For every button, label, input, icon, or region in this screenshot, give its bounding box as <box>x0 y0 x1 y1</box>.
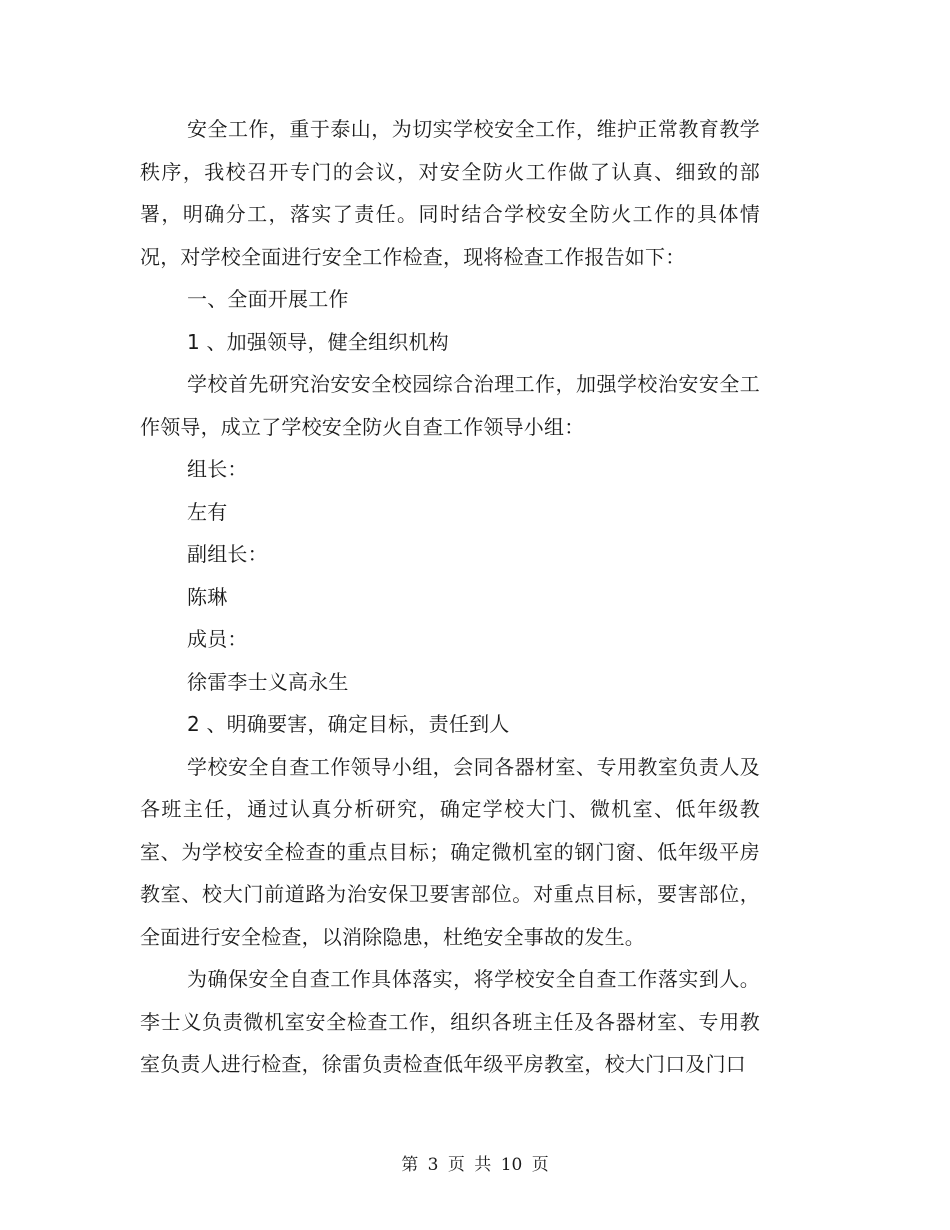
members-names: 徐雷李士义高永生 <box>187 669 349 694</box>
members-label: 成员： <box>187 627 248 651</box>
document-body <box>140 108 760 1086</box>
deputy-label: 副组长： <box>187 542 268 566</box>
page-number-footer: 第 3 页 共 10 页 <box>401 1155 549 1175</box>
subsection-heading-1: 1 、加强领导，健全组织机构 <box>187 329 449 354</box>
deputy-name: 陈琳 <box>187 584 228 609</box>
leader-label: 组长： <box>187 457 248 481</box>
intro-paragraph: 安全工作，重于泰山，为切实学校安全工作，维护正常教育教学秩序，我校召开专门的会议，对安全防火工作做了认真、细致的部署，明确分工，落实了责任。同时结合学校安全防火工作的具体情况，对学校全面进行安全工作检查，现将检查工作报告如下： <box>140 117 760 269</box>
assignment-paragraph: 为确保安全自查工作具体落实，将学校安全自查工作落实到人。李士义负责微机室安全检查工作，组织各班主任及各器材室、专用教室负责人进行检查，徐雷负责检查低年级平房教室，校大门口及门口 <box>140 967 760 1076</box>
leader-name: 左有 <box>187 499 228 524</box>
subsection-2-paragraph: 学校安全自查工作领导小组，会同各器材室、专用教室负责人及各班主任，通过认真分析研究，确定学校大门、微机室、低年级教室、为学校安全检查的重点目标；确定微机室的钢门窗、低年级平房教室、校大门前道路为治安保卫要害部位。对重点目标，要害部位，全面进行安全检查，以消除隐患，杜绝安全事故的发生。 <box>140 754 760 949</box>
subsection-1-paragraph: 学校首先研究治安安全校园综合治理工作，加强学校治安安全工作领导，成立了学校安全防火自查工作领导小组： <box>140 372 760 439</box>
subsection-heading-2: 2 、明确要害，确定目标，责任到人 <box>187 712 510 736</box>
section-heading: 一、全面开展工作 <box>187 287 349 311</box>
